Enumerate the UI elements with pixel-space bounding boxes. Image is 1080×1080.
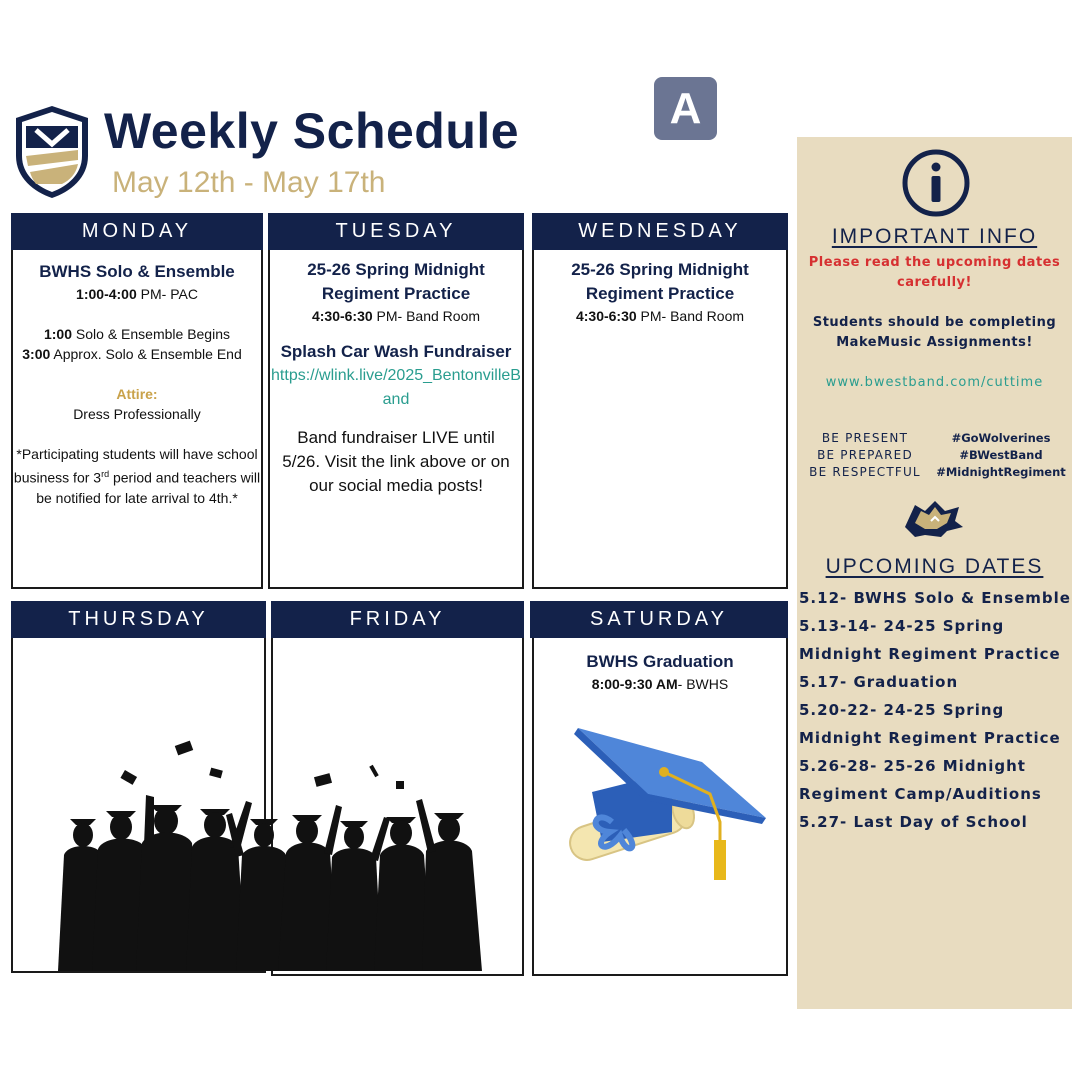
tuesday-header: TUESDAY (268, 213, 524, 250)
monday-content (11, 260, 263, 508)
fundraiser-description: Band fundraiser LIVE until 5/26. Visit the link above or on our social media posts! (282, 428, 510, 495)
makemusic-text: Students should be completing MakeMusic Assignments! (812, 315, 1057, 350)
list-item: Midnight Regiment Practice (799, 729, 1061, 747)
saturday-location: - BWHS (677, 676, 729, 692)
date-range: May 12th - May 17th (112, 166, 386, 199)
monday-note-a: *Participating students will have school business for 3 (13, 446, 258, 486)
tuesday-event-title: 25-26 Spring Midnight Regiment Practice (307, 260, 485, 303)
attire-value: Dress Professionally (73, 406, 201, 422)
monday-time: 1:00-4:00 (76, 286, 137, 302)
graduates-silhouette (50, 735, 490, 971)
list-item: 5.26-28- 25-26 Midnight (799, 757, 1026, 775)
hashtag-gowolverines: #GoWolverines (951, 431, 1051, 445)
hashtag-midnightregiment: #MidnightRegiment (936, 465, 1066, 479)
sidebar (797, 137, 1072, 1009)
wednesday-event-title: 25-26 Spring Midnight Regiment Practice (571, 260, 749, 303)
warning-text: Please read the upcoming dates carefully! (808, 255, 1061, 290)
monday-location: PM- PAC (136, 286, 198, 302)
monday-line2-time: 3:00 (22, 346, 51, 362)
wolverine-mascot-icon (901, 497, 965, 539)
fundraiser-link[interactable]: https://wlink.live/2025_BentonvilleBand (271, 367, 521, 408)
values-list (801, 430, 929, 481)
monday-note (11, 444, 263, 508)
list-item: 5.17- Graduation (799, 673, 959, 691)
upcoming-dates-list (799, 584, 1071, 836)
wednesday-time: 4:30-6:30 (575, 308, 637, 324)
hashtag-bwestband: #BWestBand (959, 448, 1043, 462)
important-info-heading: IMPORTANT INFO (831, 225, 1038, 248)
list-item: 5.12- BWHS Solo & Ensemble (799, 589, 1071, 607)
value-prepared: BE PREPARED (817, 448, 913, 462)
tuesday-time: 4:30-6:30 (311, 308, 373, 324)
list-item: Midnight Regiment Practice (799, 645, 1061, 663)
monday-line2: Approx. Solo & Ensemble End (50, 346, 242, 362)
monday-line1: Solo & Ensemble Begins (72, 326, 230, 342)
attire-label: Attire: (116, 386, 158, 402)
upcoming-dates-heading: UPCOMING DATES (825, 555, 1044, 578)
car-wash-title: Splash Car Wash Fundraiser (280, 342, 512, 361)
info-icon (902, 149, 970, 217)
monday-note-b: period and teachers will be notified for late arrival to 4th.* (36, 469, 261, 506)
page-title: Weekly Schedule (104, 103, 520, 159)
hashtag-list (931, 430, 1071, 481)
monday-header: MONDAY (11, 213, 263, 250)
list-item: 5.13-14- 24-25 Spring (799, 617, 1005, 635)
monday-note-sup: rd (101, 469, 110, 479)
saturday-header: SATURDAY (530, 601, 788, 638)
monday-event-title: BWHS Solo & Ensemble (39, 262, 235, 281)
tuesday-content (268, 258, 524, 498)
list-item: Regiment Camp/Auditions (799, 785, 1042, 803)
school-shield-logo (14, 104, 90, 200)
saturday-event-title: BWHS Graduation (586, 652, 734, 671)
wednesday-content (532, 258, 788, 326)
wednesday-location: PM- Band Room (636, 308, 745, 324)
list-item: 5.20-22- 24-25 Spring (799, 701, 1005, 719)
wednesday-header: WEDNESDAY (532, 213, 788, 250)
list-item: 5.27- Last Day of School (799, 813, 1028, 831)
website-link[interactable]: www.bwestband.com/cuttime (825, 375, 1044, 390)
saturday-content (532, 650, 788, 694)
value-present: BE PRESENT (821, 431, 909, 445)
monday-line1-time: 1:00 (43, 326, 73, 342)
value-respectful: BE RESPECTFUL (809, 465, 921, 479)
graduation-cap-icon (552, 722, 770, 900)
saturday-time: 8:00-9:30 AM (591, 676, 678, 692)
thursday-header: THURSDAY (11, 601, 266, 638)
friday-header: FRIDAY (271, 601, 524, 638)
tuesday-location: PM- Band Room (372, 308, 481, 324)
a-badge[interactable]: A (654, 77, 717, 140)
